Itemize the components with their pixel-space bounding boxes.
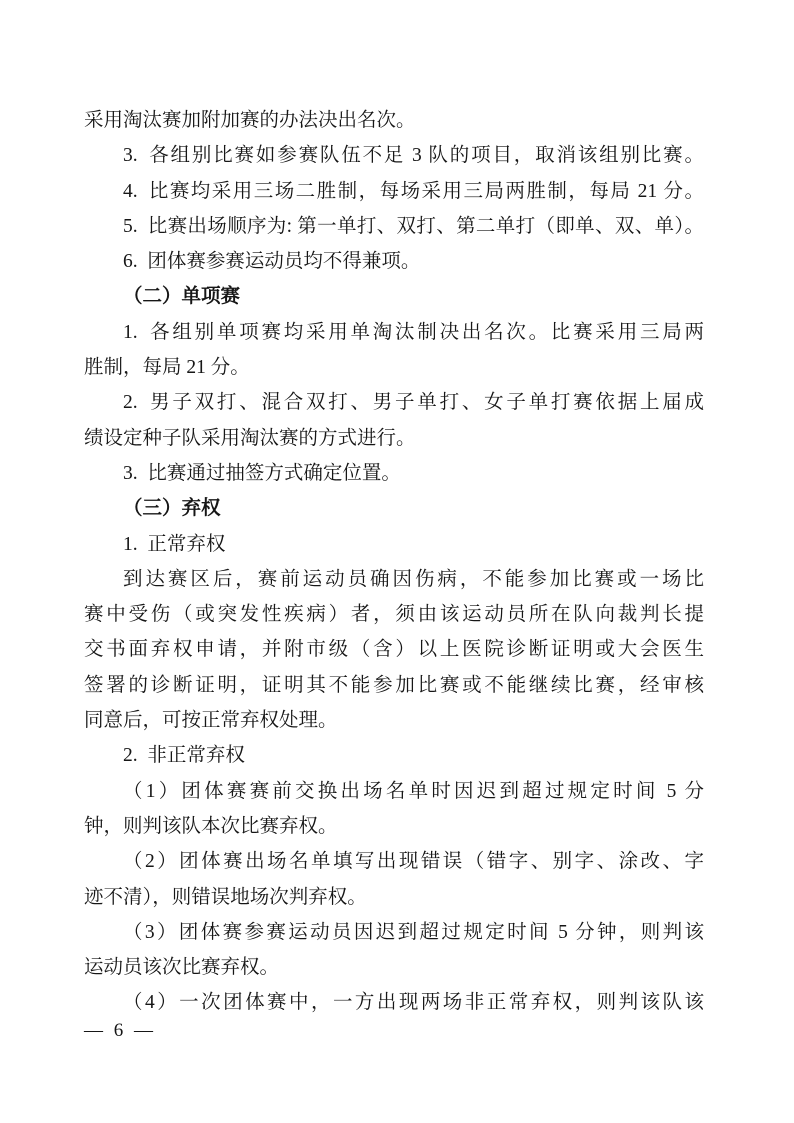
section-heading-3: （三）弃权 [123, 498, 221, 520]
list-item-3: 3. 各组别比赛如参赛队伍不足 3 队的项目，取消该组别比赛。 [123, 145, 704, 167]
subheading-abnormal-forfeit: 2. 非正常弃权 [123, 745, 245, 767]
document-body [84, 103, 704, 1021]
text-line: 到达赛区后，赛前运动员确因伤病，不能参加比赛或一场比 [123, 568, 704, 590]
text-line: （1）团体赛赛前交换出场名单时因迟到超过规定时间 5 分 [123, 780, 704, 802]
text-line: 胜制，每局 21 分。 [84, 357, 250, 379]
section-heading-2: （二）单项赛 [123, 286, 241, 308]
text-line: （3）团体赛参赛运动员因迟到超过规定时间 5 分钟，则判该 [123, 921, 704, 943]
text-line: 交书面弃权申请，并附市级（含）以上医院诊断证明或大会医生 [84, 639, 704, 661]
page-footer [84, 1013, 156, 1048]
text-line: 2. 男子双打、混合双打、男子单打、女子单打赛依据上届成 [123, 392, 704, 414]
text-line: 赛中受伤（或突发性疾病）者，须由该运动员所在队向裁判长提 [84, 604, 704, 626]
text-line: 迹不清），则错误地场次判弃权。 [84, 886, 367, 908]
text-line: 采用淘汰赛加附加赛的办法决出名次。 [84, 110, 416, 131]
page-number: — 6 — [84, 1020, 156, 1041]
list-item-5: 5. 比赛出场顺序为: 第一单打、双打、第二单打（即单、双、单）。 [123, 215, 704, 237]
text-line: （4）一次团体赛中，一方出现两场非正常弃权，则判该队该 [123, 992, 704, 1014]
text-line: 绩设定种子队采用淘汰赛的方式进行。 [84, 427, 416, 449]
list-item-4: 4. 比赛均采用三场二胜制，每场采用三局两胜制，每局 21 分。 [123, 180, 704, 202]
text-line: 1. 各组别单项赛均采用单淘汰制决出名次。比赛采用三局两 [123, 321, 704, 343]
text-line: 3. 比赛通过抽签方式确定位置。 [123, 462, 401, 484]
text-line: 签署的诊断证明，证明其不能参加比赛或不能继续比赛，经审核 [84, 674, 704, 696]
text-line: 运动员该次比赛弃权。 [84, 957, 280, 979]
list-item-6: 6. 团体赛参赛运动员均不得兼项。 [123, 251, 421, 273]
subheading-normal-forfeit: 1. 正常弃权 [123, 533, 226, 555]
text-line: 钟，则判该队本次比赛弃权。 [84, 815, 338, 837]
text-line: （2）团体赛出场名单填写出现错误（错字、别字、涂改、字 [123, 851, 704, 873]
text-line: 同意后，可按正常弃权处理。 [84, 710, 338, 732]
